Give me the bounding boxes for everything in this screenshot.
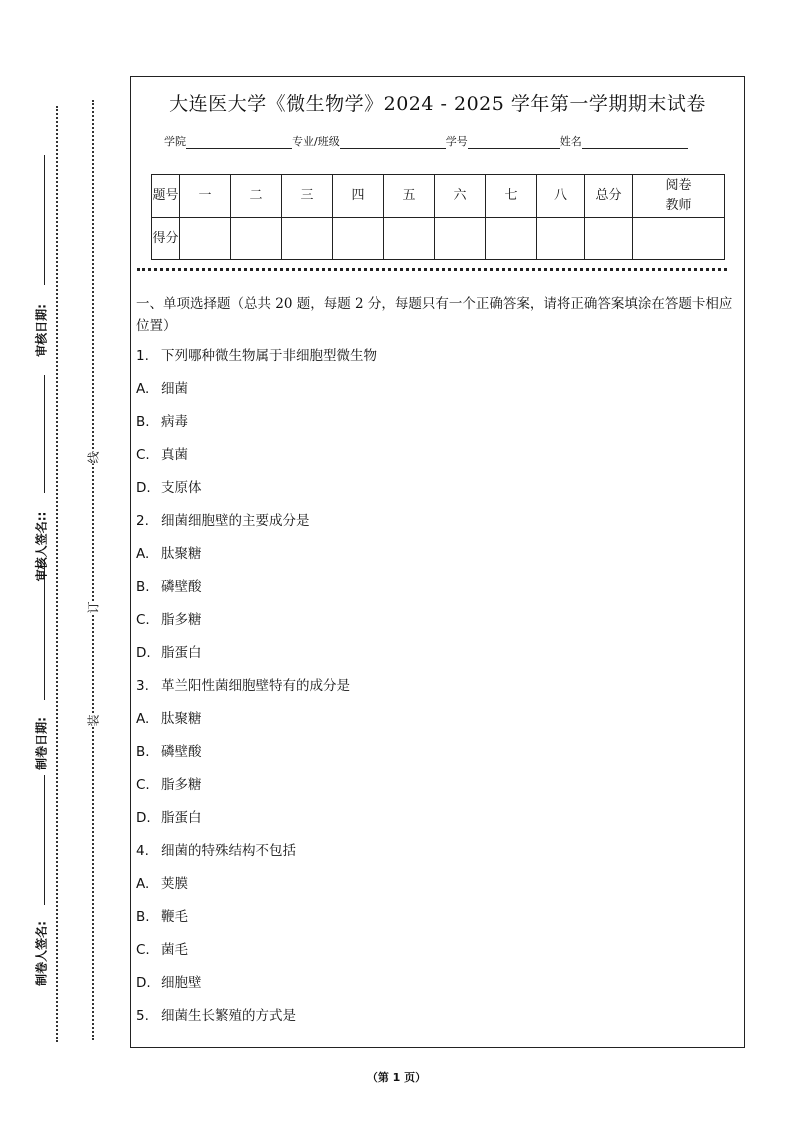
score-cell[interactable] — [486, 218, 537, 260]
option-text: 磷壁酸 — [161, 744, 202, 760]
score-cell[interactable] — [333, 218, 384, 260]
option-text: 肽聚糖 — [161, 711, 202, 727]
question-number-header: 题号 — [152, 175, 180, 218]
option-letter: C. — [136, 942, 150, 958]
option-text: 荚膜 — [161, 876, 188, 892]
signature-line — [44, 155, 45, 285]
answer-option[interactable] — [136, 545, 736, 578]
option-text: 细菌 — [161, 381, 188, 397]
score-table-score-row — [152, 218, 725, 260]
question-number: 3. — [136, 678, 149, 694]
answer-option[interactable] — [136, 413, 736, 446]
signature-line — [44, 375, 45, 493]
option-letter: D. — [136, 480, 151, 496]
answer-option[interactable] — [136, 974, 736, 1007]
option-text: 细胞壁 — [161, 975, 202, 991]
score-col-6: 六 — [435, 175, 486, 218]
option-letter: B. — [136, 579, 150, 595]
student-id-field[interactable] — [468, 136, 560, 149]
answer-option[interactable] — [136, 446, 736, 479]
answer-option[interactable] — [136, 578, 736, 611]
question-list — [136, 347, 736, 1040]
score-cell-grader[interactable] — [633, 218, 725, 260]
binding-char-bind: 订 — [83, 601, 104, 613]
option-text: 脂多糖 — [161, 777, 202, 793]
option-letter: B. — [136, 414, 150, 430]
option-letter: D. — [136, 975, 151, 991]
name-label: 姓名 — [559, 135, 582, 148]
major-class-label: 专业/班级 — [292, 135, 340, 148]
option-text: 脂多糖 — [161, 612, 202, 628]
option-letter: A. — [136, 381, 150, 397]
score-cell-total[interactable] — [585, 218, 633, 260]
score-col-4: 四 — [333, 175, 384, 218]
question-stem — [136, 347, 736, 380]
option-letter: A. — [136, 546, 150, 562]
option-letter: A. — [136, 876, 150, 892]
score-table — [151, 174, 725, 260]
score-cell[interactable] — [231, 218, 282, 260]
college-field[interactable] — [186, 136, 292, 149]
outer-dotted-line — [56, 106, 58, 1042]
binding-dotted-line — [92, 100, 94, 1040]
review-date-label: 审核日期: — [34, 304, 49, 357]
question-number: 5. — [136, 1008, 149, 1024]
option-text: 脂蛋白 — [161, 810, 202, 826]
question-text: 细菌的特殊结构不包括 — [161, 843, 296, 859]
dotted-separator — [137, 268, 727, 271]
question-stem — [136, 842, 736, 875]
option-letter: C. — [136, 612, 150, 628]
score-cell[interactable] — [180, 218, 231, 260]
option-letter: D. — [136, 645, 151, 661]
option-text: 真菌 — [161, 447, 188, 463]
question-stem — [136, 512, 736, 545]
score-cell[interactable] — [384, 218, 435, 260]
option-text: 菌毛 — [161, 942, 188, 958]
answer-option[interactable] — [136, 611, 736, 644]
page-number: （第 1 页） — [366, 1071, 427, 1084]
answer-option[interactable] — [136, 776, 736, 809]
answer-option[interactable] — [136, 941, 736, 974]
question-text: 革兰阳性菌细胞壁特有的成分是 — [161, 678, 350, 694]
answer-option[interactable] — [136, 710, 736, 743]
answer-option[interactable] — [136, 380, 736, 413]
question-stem — [136, 677, 736, 710]
question-number: 4. — [136, 843, 149, 859]
score-col-5: 五 — [384, 175, 435, 218]
score-col-1: 一 — [180, 175, 231, 218]
answer-option[interactable] — [136, 908, 736, 941]
exam-title: 大连医大学《微生物学》2024 - 2025 学年第一学期期末试卷 — [169, 93, 706, 115]
option-letter: D. — [136, 810, 151, 826]
answer-option[interactable] — [136, 479, 736, 512]
score-col-grader: 阅卷教师 — [633, 175, 725, 218]
answer-option[interactable] — [136, 875, 736, 908]
compiler-signature-label: 制卷人签名: — [34, 921, 49, 986]
question-number: 1. — [136, 348, 149, 364]
answer-option[interactable] — [136, 743, 736, 776]
question-number: 2. — [136, 513, 149, 529]
option-letter: B. — [136, 909, 150, 925]
compile-date-label: 制卷日期: — [34, 717, 49, 770]
student-id-label: 学号 — [445, 135, 468, 148]
score-col-3: 三 — [282, 175, 333, 218]
option-text: 磷壁酸 — [161, 579, 202, 595]
option-letter: A. — [136, 711, 150, 727]
signature-line — [44, 775, 45, 905]
major-class-field[interactable] — [340, 136, 446, 149]
college-label: 学院 — [164, 135, 186, 148]
question-stem — [136, 1007, 736, 1040]
option-text: 支原体 — [161, 480, 202, 496]
section-heading: 一、单项选择题（总共 20 题，每题 2 分，每题只有一个正确答案，请将正确答案填涂在答题卡相应位置） — [136, 296, 733, 334]
binding-char-line: 线 — [83, 451, 104, 463]
option-text: 鞭毛 — [161, 909, 188, 925]
score-table-header-row — [152, 175, 725, 218]
question-content — [136, 293, 736, 1040]
score-col-total: 总分 — [585, 175, 633, 218]
option-letter: B. — [136, 744, 150, 760]
answer-option[interactable] — [136, 644, 736, 677]
answer-option[interactable] — [136, 809, 736, 842]
question-text: 细菌生长繁殖的方式是 — [161, 1008, 296, 1024]
option-letter: C. — [136, 447, 150, 463]
question-text: 细菌细胞壁的主要成分是 — [161, 513, 310, 529]
score-cell[interactable] — [282, 218, 333, 260]
exam-frame — [130, 76, 745, 1048]
score-col-2: 二 — [231, 175, 282, 218]
option-text: 肽聚糖 — [161, 546, 202, 562]
score-cell[interactable] — [435, 218, 486, 260]
option-letter: C. — [136, 777, 150, 793]
student-info-row — [164, 133, 688, 149]
option-text: 病毒 — [161, 414, 188, 430]
question-text: 下列哪种微生物属于非细胞型微生物 — [161, 348, 377, 364]
binding-char-mount: 装 — [83, 714, 104, 726]
reviewer-signature-label: 审核人签名:: — [34, 511, 49, 582]
score-col-8: 八 — [537, 175, 585, 218]
score-col-7: 七 — [486, 175, 537, 218]
name-field[interactable] — [582, 136, 688, 149]
score-cell[interactable] — [537, 218, 585, 260]
option-text: 脂蛋白 — [161, 645, 202, 661]
score-row-header: 得分 — [152, 218, 180, 260]
